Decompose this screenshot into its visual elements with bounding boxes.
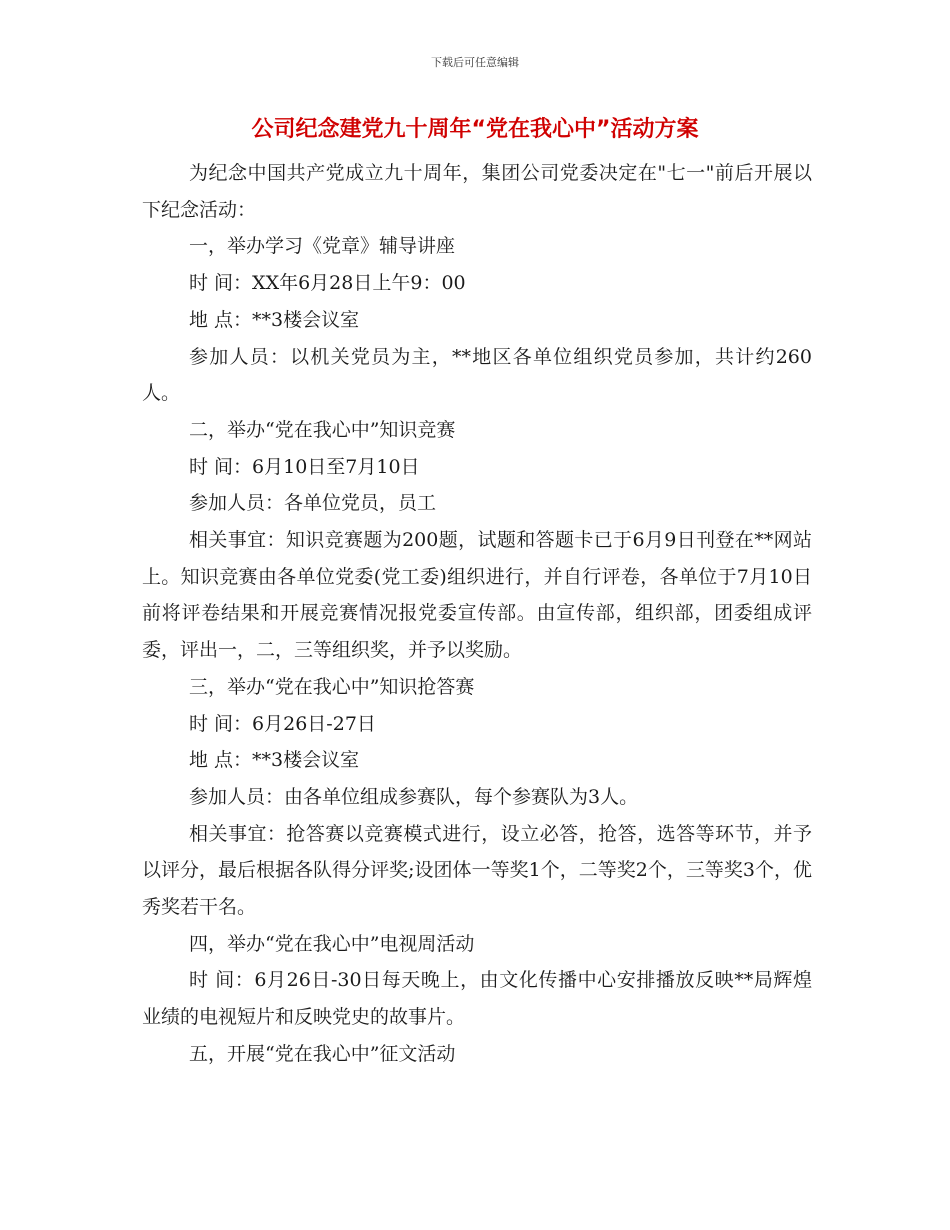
- section-3-time: 时 间：6月26日-27日: [189, 712, 376, 735]
- section-2-heading: 二，举办“党在我心中”知识竞赛: [189, 418, 456, 441]
- section-1-location: 地 点：**3楼会议室: [189, 308, 360, 331]
- section-2-details: 相关事宜：知识竞赛题为200题，试题和答题卡已于6月9日刊登在**网站上。知识竞赛由各单位党委(党工委)组织进行，并自行评卷，各单位于7月10日前将评卷结果和开展竞赛情况报党委宣传部。由宣传部，组织部，团委组成评委，评出一，二，三等组织奖，并予以奖励。: [142, 529, 812, 662]
- section-1-participants: 参加人员：以机关党员为主，**地区各单位组织党员参加，共计约260人。: [142, 345, 812, 405]
- section-3-participants: 参加人员：由各单位组成参赛队，每个参赛队为3人。: [189, 785, 639, 808]
- document-body: [142, 155, 812, 1073]
- section-1-heading: 一，举办学习《党章》辅导讲座: [189, 235, 456, 258]
- section-3-details: 相关事宜：抢答赛以竞赛模式进行，设立必答，抢答，选答等环节，并予以评分，最后根据各队得分评奖;设团体一等奖1个，二等奖2个，三等奖3个，优秀奖若干名。: [142, 822, 812, 919]
- section-2-time: 时 间：6月10日至7月10日: [189, 455, 420, 478]
- section-3-location: 地 点：**3楼会议室: [189, 749, 360, 772]
- page-header-note: 下载后可任意编辑: [431, 56, 519, 69]
- section-1-time: 时 间：XX年6月28日上午9：00: [189, 272, 466, 295]
- section-2-participants: 参加人员：各单位党员，员工: [189, 492, 437, 515]
- section-4-time: 时 间：6月26日-30日每天晚上，由文化传播中心安排播放反映**局辉煌业绩的电视短片和反映党史的故事片。: [142, 969, 812, 1029]
- section-3-heading: 三，举办“党在我心中”知识抢答赛: [189, 675, 475, 698]
- section-4-heading: 四，举办“党在我心中”电视周活动: [189, 932, 475, 955]
- document-title: 公司纪念建党九十周年“党在我心中”活动方案: [251, 117, 699, 142]
- section-5-heading: 五，开展“党在我心中”征文活动: [189, 1042, 456, 1065]
- intro-paragraph: 为纪念中国共产党成立九十周年，集团公司党委决定在"七一"前后开展以下纪念活动：: [142, 162, 812, 221]
